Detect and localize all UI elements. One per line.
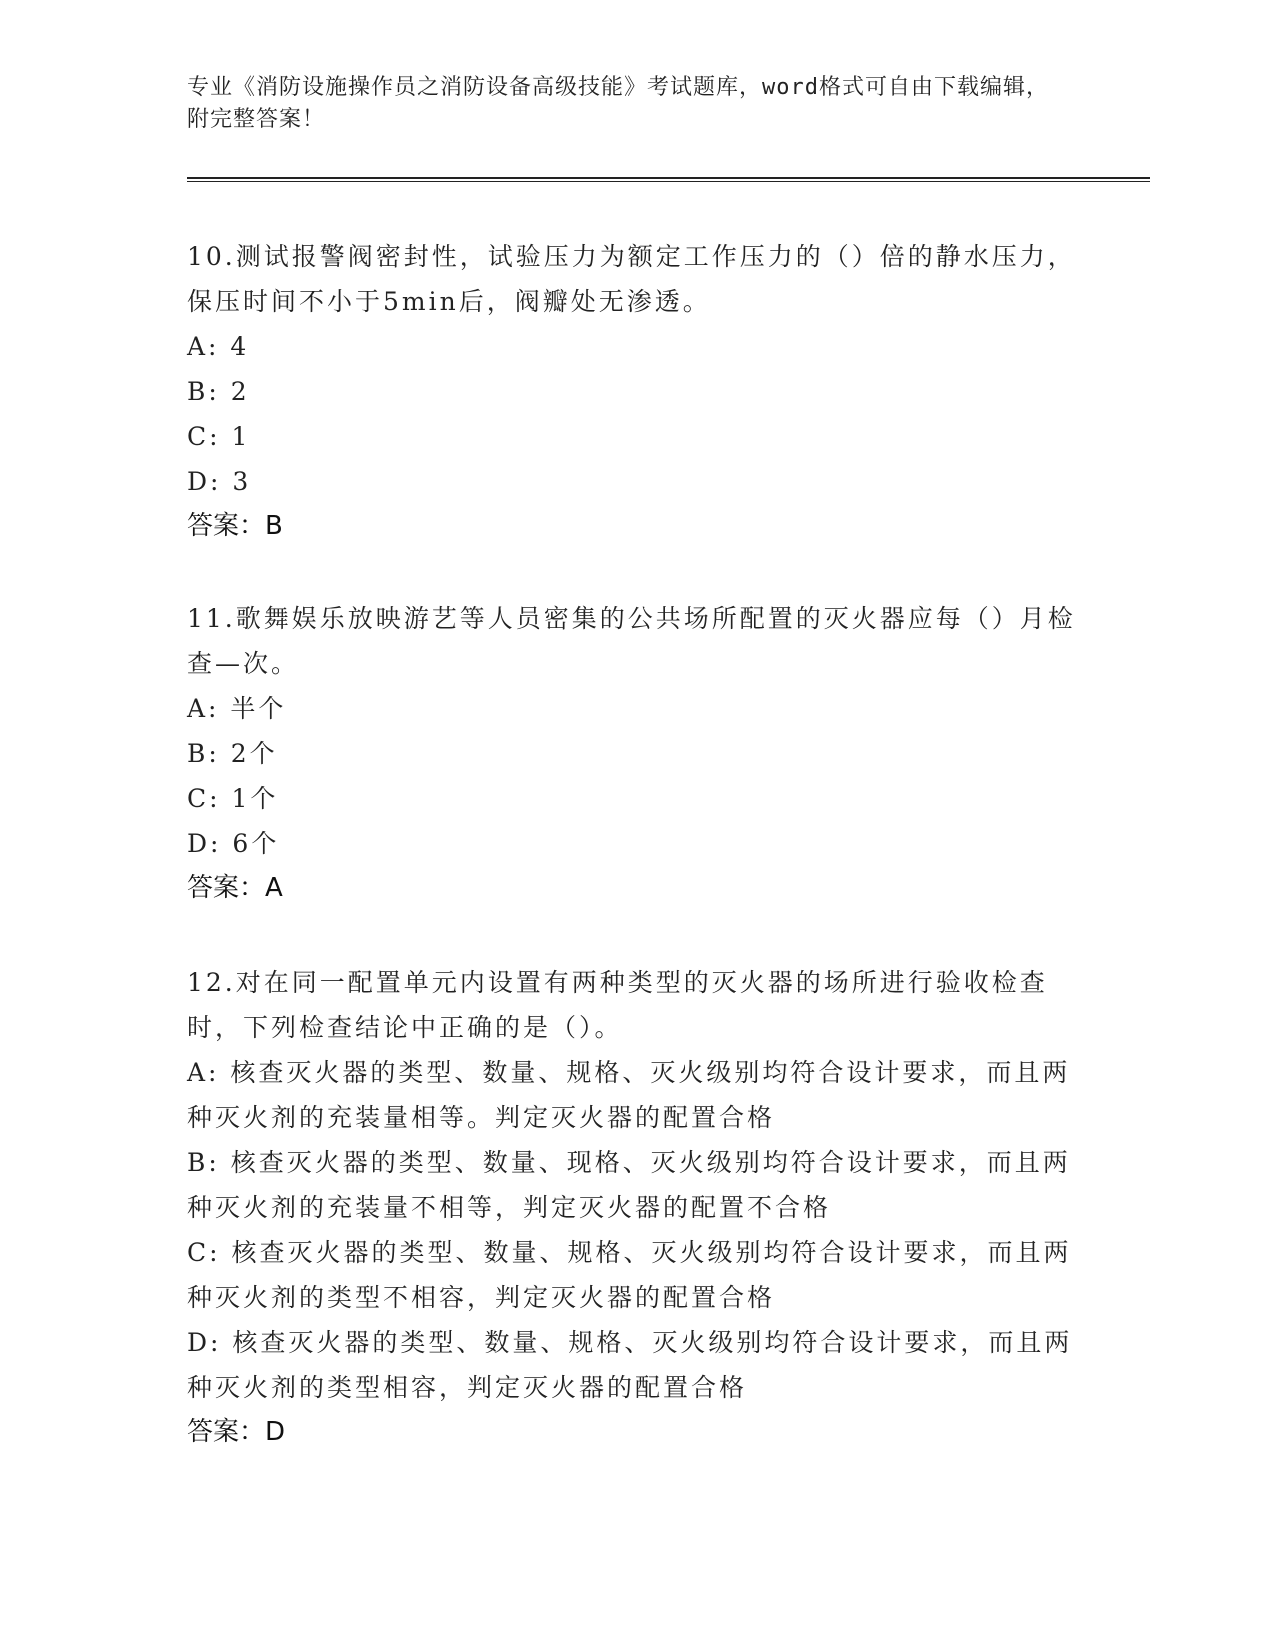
option-d: D: 6个 [187,829,280,858]
question-stem: 11.歌舞娱乐放映游艺等人员密集的公共场所配置的灭火器应每（）月检查—次。 [187,604,1076,678]
option-b: B: 核查灭火器的类型、数量、现格、灭火级别均符合设计要求，而且两种灭火剂的充装量不相等，判定灭火器的配置不合格 [187,1148,1071,1222]
question-stem: 12.对在同一配置单元内设置有两种类型的灭火器的场所进行验收检查时，下列检查结论中正确的是（）。 [187,968,1048,1042]
question-11 [187,596,1077,911]
question-stem: 10.测试报警阀密封性，试验压力为额定工作压力的（）倍的静水压力，保压时间不小于5min后，阀瓣处无渗透。 [187,242,1076,316]
option-c: C: 1 [187,422,251,451]
option-b: B: 2个 [187,739,278,768]
option-a: A: 核查灭火器的类型、数量、规格、灭火级别均符合设计要求，而且两种灭火剂的充装量相等。判定灭火器的配置合格 [187,1058,1071,1132]
option-b: B: 2 [187,377,250,406]
question-12 [187,960,1077,1455]
option-a: A: 半个 [187,694,287,723]
header-divider-thin [187,181,1150,182]
option-d: D: 核查灭火器的类型、数量、规格、灭火级别均符合设计要求，而且两种灭火剂的类型相容，判定灭火器的配置合格 [187,1328,1073,1402]
answer-line: 答案：A [187,873,283,903]
option-c: C: 1个 [187,784,279,813]
document-header: 专业《消防设施操作员之消防设备高级技能》考试题库，word格式可自由下载编辑，附完整答案！ [187,75,1049,132]
option-c: C: 核查灭火器的类型、数量、规格、灭火级别均符合设计要求，而且两种灭火剂的类型不相容，判定灭火器的配置合格 [187,1238,1072,1312]
option-a: A: 4 [187,332,250,361]
header-divider [187,177,1150,179]
answer-line: 答案：B [187,511,283,541]
question-10 [187,234,1077,549]
answer-line: 答案：D [187,1417,286,1447]
option-d: D: 3 [187,467,252,496]
